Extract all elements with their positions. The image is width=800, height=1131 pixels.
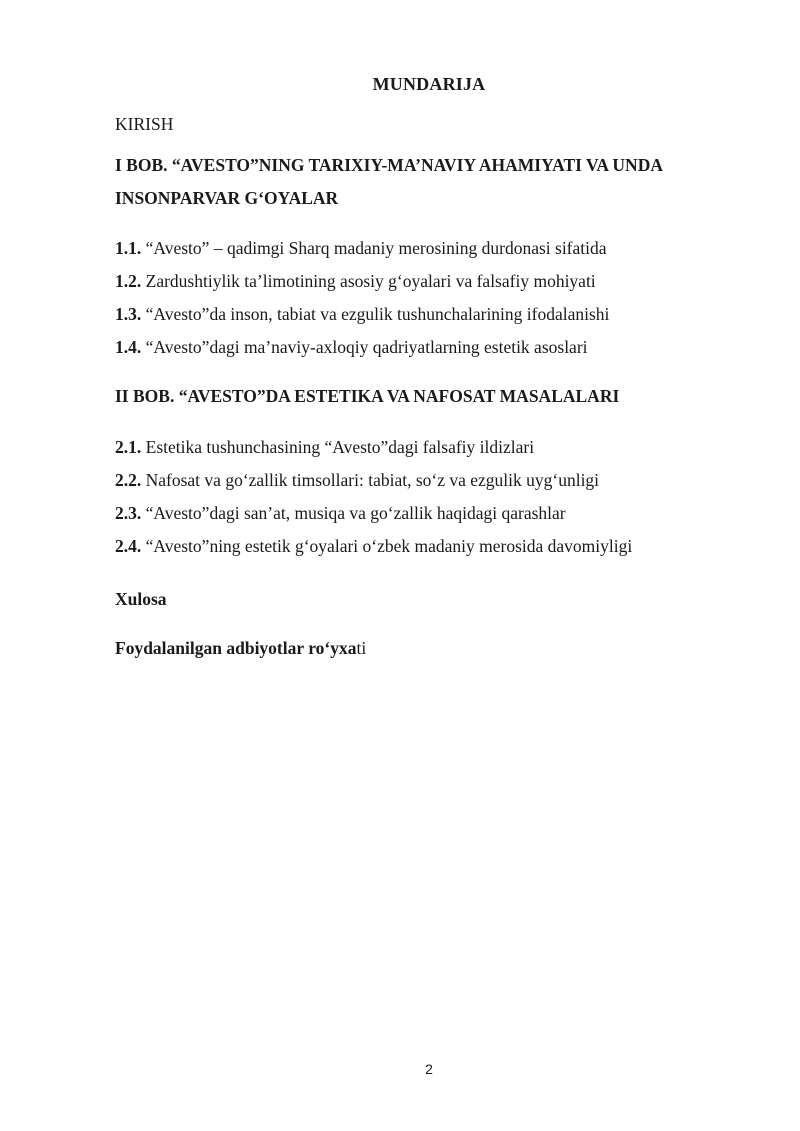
toc-entry-introduction: KIRISH <box>115 114 174 134</box>
references-label-tail: ti <box>356 638 367 658</box>
section-title: “Avesto”ning estetik g‘oyalari o‘zbek madaniy merosida davomiyligi <box>141 536 633 556</box>
toc-entry-2-1 <box>115 437 534 458</box>
chapter-1-heading-line-2: INSONPARVAR G‘OYALAR <box>115 188 339 208</box>
section-number: 2.1. <box>115 437 142 457</box>
section-title: Nafosat va go‘zallik timsollari: tabiat, so‘z va ezgulik uyg‘unligi <box>141 470 600 490</box>
section-title: “Avesto” – qadimgi Sharq madaniy merosining durdonasi sifatida <box>141 238 607 258</box>
toc-entry-references <box>115 638 366 659</box>
toc-entry-2-3 <box>115 503 566 524</box>
chapter-2-heading: II BOB. “AVESTO”DA ESTETIKA VA NAFOSAT MASALALARI <box>115 386 620 406</box>
section-title: “Avesto”da inson, tabiat va ezgulik tushunchalarining ifodalanishi <box>141 304 610 324</box>
page-title: MUNDARIJA <box>372 74 486 94</box>
section-title: “Avesto”dagi san’at, musiqa va go‘zallik haqidagi qarashlar <box>141 503 566 523</box>
toc-entry-1-1 <box>115 238 607 259</box>
section-number: 1.4. <box>115 337 142 357</box>
section-title: “Avesto”dagi ma’naviy-axloqiy qadriyatlarning estetik asoslari <box>141 337 588 357</box>
section-number: 2.4. <box>115 536 142 556</box>
chapter-1-heading-line-1: I BOB. “AVESTO”NING TARIXIY-MA’NAVIY AHAMIYATI VA UNDA <box>115 155 663 175</box>
toc-entry-2-2 <box>115 470 599 491</box>
toc-entry-conclusion: Xulosa <box>115 589 167 609</box>
toc-entry-1-4 <box>115 337 588 358</box>
section-number: 1.1. <box>115 238 142 258</box>
section-number: 1.3. <box>115 304 142 324</box>
toc-entry-2-4 <box>115 536 632 557</box>
toc-entry-1-3 <box>115 304 609 325</box>
section-number: 2.3. <box>115 503 142 523</box>
references-label: Foydalanilgan adbiyotlar ro‘yxa <box>115 638 357 658</box>
section-title: Estetika tushunchasining “Avesto”dagi falsafiy ildizlari <box>141 437 535 457</box>
section-number: 1.2. <box>115 271 142 291</box>
section-title: Zardushtiylik ta’limotining asosiy g‘oyalari va falsafiy mohiyati <box>141 271 596 291</box>
page-number: 2 <box>425 1061 433 1077</box>
toc-entry-1-2 <box>115 271 596 292</box>
section-number: 2.2. <box>115 470 142 490</box>
